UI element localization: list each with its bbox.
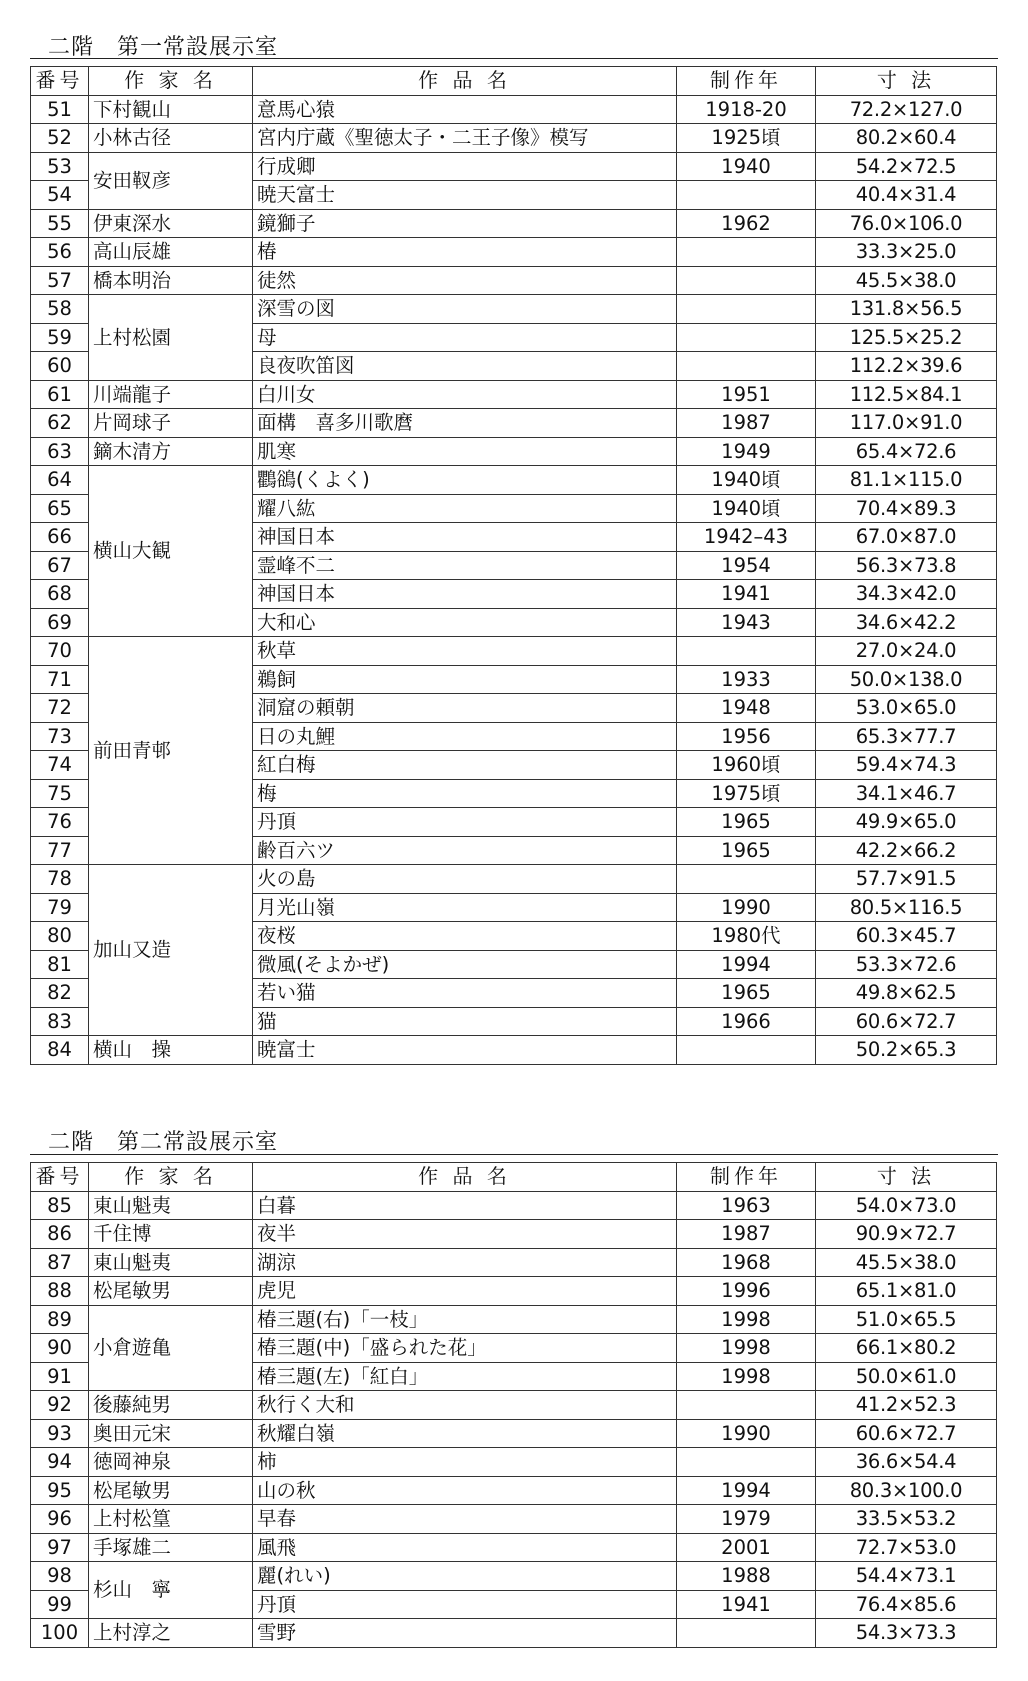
artist-name: 川端龍子: [89, 380, 253, 409]
table-row: [31, 1505, 997, 1534]
production-year: 1951: [677, 380, 816, 409]
entry-number: 60: [31, 352, 89, 381]
table-row: [31, 238, 997, 267]
table-row: [31, 380, 997, 409]
entry-number: 58: [31, 295, 89, 324]
work-title: 鵜飼: [253, 665, 677, 694]
production-year: 1965: [677, 836, 816, 865]
entry-number: 61: [31, 380, 89, 409]
production-year: [677, 323, 816, 352]
dimensions: 54.0×73.0: [816, 1191, 997, 1220]
table-row: [31, 466, 997, 495]
production-year: 1994: [677, 950, 816, 979]
entry-number: 67: [31, 551, 89, 580]
work-title: 神国日本: [253, 523, 677, 552]
work-title: 耀八紘: [253, 494, 677, 523]
production-year: 1954: [677, 551, 816, 580]
artist-name: 橋本明治: [89, 266, 253, 295]
entry-number: 98: [31, 1562, 89, 1591]
dimensions: 80.3×100.0: [816, 1476, 997, 1505]
work-title: 面構 喜多川歌麿: [253, 409, 677, 438]
dimensions: 80.5×116.5: [816, 893, 997, 922]
dimensions: 131.8×56.5: [816, 295, 997, 324]
entry-number: 78: [31, 865, 89, 894]
production-year: [677, 1619, 816, 1648]
artist-name: 高山辰雄: [89, 238, 253, 267]
work-title: 椿: [253, 238, 677, 267]
table-row: [31, 865, 997, 894]
header-work-title: 作 品 名: [253, 1163, 677, 1192]
production-year: 1960頃: [677, 751, 816, 780]
table-row: [31, 266, 997, 295]
artist-name: 徳岡神泉: [89, 1448, 253, 1477]
work-title: 母: [253, 323, 677, 352]
header-dimensions: 寸 法: [816, 1163, 997, 1192]
work-title: 微風(そよかぜ): [253, 950, 677, 979]
entry-number: 91: [31, 1362, 89, 1391]
work-title: 宮内庁蔵《聖徳太子・二王子像》模写: [253, 124, 677, 153]
header-number: 番号: [31, 1163, 89, 1192]
work-title: 行成卿: [253, 152, 677, 181]
entry-number: 85: [31, 1191, 89, 1220]
artist-name: 上村松篁: [89, 1505, 253, 1534]
artist-name: 片岡球子: [89, 409, 253, 438]
table-row: [31, 637, 997, 666]
entry-number: 65: [31, 494, 89, 523]
dimensions: 50.2×65.3: [816, 1036, 997, 1065]
dimensions: 49.8×62.5: [816, 979, 997, 1008]
production-year: 1940頃: [677, 494, 816, 523]
dimensions: 50.0×61.0: [816, 1362, 997, 1391]
work-title: 月光山嶺: [253, 893, 677, 922]
artist-name: 千住博: [89, 1220, 253, 1249]
work-title: 秋草: [253, 637, 677, 666]
dimensions: 72.7×53.0: [816, 1533, 997, 1562]
production-year: 2001: [677, 1533, 816, 1562]
artist-name: 小林古径: [89, 124, 253, 153]
entry-number: 79: [31, 893, 89, 922]
table-row: [31, 1391, 997, 1420]
work-title: 夜桜: [253, 922, 677, 951]
production-year: 1987: [677, 1220, 816, 1249]
work-title: 湖涼: [253, 1248, 677, 1277]
work-title: 徒然: [253, 266, 677, 295]
production-year: 1941: [677, 580, 816, 609]
production-year: 1925頃: [677, 124, 816, 153]
header-dimensions: 寸 法: [816, 67, 997, 96]
work-title: 椿三題(右)「一枝」: [253, 1305, 677, 1334]
entry-number: 62: [31, 409, 89, 438]
entry-number: 73: [31, 722, 89, 751]
production-year: 1956: [677, 722, 816, 751]
work-title: 丹頂: [253, 808, 677, 837]
production-year: [677, 238, 816, 267]
artist-name: 加山又造: [89, 865, 253, 1036]
entry-number: 90: [31, 1334, 89, 1363]
artist-name: 上村淳之: [89, 1619, 253, 1648]
entry-number: 83: [31, 1007, 89, 1036]
title-underline: [30, 58, 998, 59]
work-title: 鏡獅子: [253, 209, 677, 238]
table-row: [31, 1419, 997, 1448]
entry-number: 66: [31, 523, 89, 552]
entry-number: 97: [31, 1533, 89, 1562]
dimensions: 53.3×72.6: [816, 950, 997, 979]
work-title: 洞窟の頼朝: [253, 694, 677, 723]
artist-name: 奥田元宋: [89, 1419, 253, 1448]
dimensions: 65.1×81.0: [816, 1277, 997, 1306]
dimensions: 27.0×24.0: [816, 637, 997, 666]
artist-name: 伊東深水: [89, 209, 253, 238]
artist-name: 東山魁夷: [89, 1248, 253, 1277]
entry-number: 70: [31, 637, 89, 666]
entry-number: 53: [31, 152, 89, 181]
production-year: 1996: [677, 1277, 816, 1306]
production-year: [677, 295, 816, 324]
header-row: [31, 1163, 997, 1192]
artist-name: 安田靫彦: [89, 152, 253, 209]
work-title: 肌寒: [253, 437, 677, 466]
dimensions: 50.0×138.0: [816, 665, 997, 694]
production-year: 1998: [677, 1334, 816, 1363]
production-year: 1990: [677, 893, 816, 922]
table-row: [31, 124, 997, 153]
production-year: 1949: [677, 437, 816, 466]
dimensions: 33.3×25.0: [816, 238, 997, 267]
catalog-table-first-gallery: [30, 66, 997, 1065]
header-year: 制作年: [677, 1163, 816, 1192]
entry-number: 54: [31, 181, 89, 210]
dimensions: 112.2×39.6: [816, 352, 997, 381]
entry-number: 92: [31, 1391, 89, 1420]
work-title: 暁天富士: [253, 181, 677, 210]
entry-number: 80: [31, 922, 89, 951]
production-year: 1963: [677, 1191, 816, 1220]
work-title: 齢百六ツ: [253, 836, 677, 865]
artist-name: 横山大観: [89, 466, 253, 637]
production-year: [677, 1036, 816, 1065]
table-row: [31, 1277, 997, 1306]
entry-number: 71: [31, 665, 89, 694]
work-title: 神国日本: [253, 580, 677, 609]
production-year: 1994: [677, 1476, 816, 1505]
work-title: 霊峰不二: [253, 551, 677, 580]
entry-number: 63: [31, 437, 89, 466]
dimensions: 54.3×73.3: [816, 1619, 997, 1648]
artist-name: 東山魁夷: [89, 1191, 253, 1220]
dimensions: 59.4×74.3: [816, 751, 997, 780]
production-year: 1975頃: [677, 779, 816, 808]
table-row: [31, 1448, 997, 1477]
artist-name: 松尾敏男: [89, 1476, 253, 1505]
entry-number: 93: [31, 1419, 89, 1448]
work-title: 夜半: [253, 1220, 677, 1249]
catalog-table-second-gallery: [30, 1162, 997, 1648]
dimensions: 57.7×91.5: [816, 865, 997, 894]
header-year: 制作年: [677, 67, 816, 96]
table-row: [31, 209, 997, 238]
entry-number: 52: [31, 124, 89, 153]
header-work-title: 作 品 名: [253, 67, 677, 96]
dimensions: 54.2×72.5: [816, 152, 997, 181]
dimensions: 45.5×38.0: [816, 266, 997, 295]
production-year: 1966: [677, 1007, 816, 1036]
production-year: [677, 181, 816, 210]
dimensions: 76.4×85.6: [816, 1590, 997, 1619]
entry-number: 81: [31, 950, 89, 979]
production-year: 1942–43: [677, 523, 816, 552]
work-title: 意馬心猿: [253, 95, 677, 124]
production-year: 1941: [677, 1590, 816, 1619]
dimensions: 41.2×52.3: [816, 1391, 997, 1420]
table-row: [31, 1533, 997, 1562]
header-row: [31, 67, 997, 96]
work-title: 秋耀白嶺: [253, 1419, 677, 1448]
dimensions: 81.1×115.0: [816, 466, 997, 495]
dimensions: 125.5×25.2: [816, 323, 997, 352]
production-year: 1998: [677, 1362, 816, 1391]
production-year: 1988: [677, 1562, 816, 1591]
work-title: 山の秋: [253, 1476, 677, 1505]
dimensions: 49.9×65.0: [816, 808, 997, 837]
artist-name: 横山 操: [89, 1036, 253, 1065]
production-year: 1968: [677, 1248, 816, 1277]
production-year: 1980代: [677, 922, 816, 951]
dimensions: 51.0×65.5: [816, 1305, 997, 1334]
section-title-first-gallery: 二階 第一常設展示室: [48, 35, 279, 60]
artist-name: 前田青邨: [89, 637, 253, 865]
work-title: 鸜鵒(くよく): [253, 466, 677, 495]
entry-number: 88: [31, 1277, 89, 1306]
work-title: 火の島: [253, 865, 677, 894]
dimensions: 72.2×127.0: [816, 95, 997, 124]
dimensions: 112.5×84.1: [816, 380, 997, 409]
work-title: 風飛: [253, 1533, 677, 1562]
entry-number: 96: [31, 1505, 89, 1534]
dimensions: 34.1×46.7: [816, 779, 997, 808]
entry-number: 100: [31, 1619, 89, 1648]
entry-number: 75: [31, 779, 89, 808]
dimensions: 70.4×89.3: [816, 494, 997, 523]
table-row: [31, 1248, 997, 1277]
work-title: 良夜吹笛図: [253, 352, 677, 381]
entry-number: 99: [31, 1590, 89, 1619]
production-year: 1948: [677, 694, 816, 723]
work-title: 早春: [253, 1505, 677, 1534]
entry-number: 84: [31, 1036, 89, 1065]
entry-number: 82: [31, 979, 89, 1008]
entry-number: 76: [31, 808, 89, 837]
entry-number: 86: [31, 1220, 89, 1249]
production-year: [677, 1448, 816, 1477]
dimensions: 66.1×80.2: [816, 1334, 997, 1363]
dimensions: 34.6×42.2: [816, 608, 997, 637]
dimensions: 117.0×91.0: [816, 409, 997, 438]
dimensions: 67.0×87.0: [816, 523, 997, 552]
production-year: [677, 266, 816, 295]
work-title: 柿: [253, 1448, 677, 1477]
table-row: [31, 409, 997, 438]
table-row: [31, 1191, 997, 1220]
work-title: 白川女: [253, 380, 677, 409]
production-year: 1962: [677, 209, 816, 238]
entry-number: 72: [31, 694, 89, 723]
work-title: 白暮: [253, 1191, 677, 1220]
dimensions: 60.6×72.7: [816, 1007, 997, 1036]
production-year: 1943: [677, 608, 816, 637]
dimensions: 36.6×54.4: [816, 1448, 997, 1477]
entry-number: 51: [31, 95, 89, 124]
work-title: 深雪の図: [253, 295, 677, 324]
dimensions: 34.3×42.0: [816, 580, 997, 609]
dimensions: 90.9×72.7: [816, 1220, 997, 1249]
dimensions: 42.2×66.2: [816, 836, 997, 865]
production-year: 1990: [677, 1419, 816, 1448]
entry-number: 89: [31, 1305, 89, 1334]
header-artist: 作 家 名: [89, 1163, 253, 1192]
work-title: 梅: [253, 779, 677, 808]
work-title: 麗(れい): [253, 1562, 677, 1591]
dimensions: 65.3×77.7: [816, 722, 997, 751]
production-year: 1965: [677, 808, 816, 837]
entry-number: 77: [31, 836, 89, 865]
entry-number: 57: [31, 266, 89, 295]
entry-number: 95: [31, 1476, 89, 1505]
table-row: [31, 152, 997, 181]
table-row: [31, 1619, 997, 1648]
entry-number: 55: [31, 209, 89, 238]
header-number: 番号: [31, 67, 89, 96]
table-row: [31, 1305, 997, 1334]
entry-number: 74: [31, 751, 89, 780]
dimensions: 40.4×31.4: [816, 181, 997, 210]
artist-name: 下村観山: [89, 95, 253, 124]
entry-number: 64: [31, 466, 89, 495]
work-title: 若い猫: [253, 979, 677, 1008]
artist-name: 松尾敏男: [89, 1277, 253, 1306]
work-title: 暁富士: [253, 1036, 677, 1065]
production-year: [677, 637, 816, 666]
work-title: 秋行く大和: [253, 1391, 677, 1420]
table-row: [31, 437, 997, 466]
dimensions: 45.5×38.0: [816, 1248, 997, 1277]
table-row: [31, 1562, 997, 1591]
work-title: 雪野: [253, 1619, 677, 1648]
dimensions: 80.2×60.4: [816, 124, 997, 153]
work-title: 日の丸鯉: [253, 722, 677, 751]
production-year: 1940頃: [677, 466, 816, 495]
table-row: [31, 1220, 997, 1249]
work-title: 椿三題(左)「紅白」: [253, 1362, 677, 1391]
work-title: 猫: [253, 1007, 677, 1036]
dimensions: 65.4×72.6: [816, 437, 997, 466]
dimensions: 54.4×73.1: [816, 1562, 997, 1591]
production-year: 1933: [677, 665, 816, 694]
production-year: 1979: [677, 1505, 816, 1534]
dimensions: 53.0×65.0: [816, 694, 997, 723]
artist-name: 杉山 寧: [89, 1562, 253, 1619]
production-year: 1998: [677, 1305, 816, 1334]
production-year: 1940: [677, 152, 816, 181]
entry-number: 69: [31, 608, 89, 637]
section-title-second-gallery: 二階 第二常設展示室: [48, 1130, 279, 1155]
header-artist: 作 家 名: [89, 67, 253, 96]
dimensions: 60.6×72.7: [816, 1419, 997, 1448]
entry-number: 68: [31, 580, 89, 609]
production-year: 1987: [677, 409, 816, 438]
work-title: 椿三題(中)「盛られた花」: [253, 1334, 677, 1363]
dimensions: 76.0×106.0: [816, 209, 997, 238]
artist-name: 上村松園: [89, 295, 253, 381]
table-row: [31, 1036, 997, 1065]
title-underline: [30, 1154, 998, 1155]
entry-number: 87: [31, 1248, 89, 1277]
artist-name: 後藤純男: [89, 1391, 253, 1420]
work-title: 虎児: [253, 1277, 677, 1306]
dimensions: 56.3×73.8: [816, 551, 997, 580]
artist-name: 小倉遊亀: [89, 1305, 253, 1391]
production-year: [677, 865, 816, 894]
artist-name: 手塚雄二: [89, 1533, 253, 1562]
entry-number: 59: [31, 323, 89, 352]
entry-number: 94: [31, 1448, 89, 1477]
work-title: 丹頂: [253, 1590, 677, 1619]
production-year: [677, 352, 816, 381]
dimensions: 60.3×45.7: [816, 922, 997, 951]
work-title: 大和心: [253, 608, 677, 637]
entry-number: 56: [31, 238, 89, 267]
production-year: 1918-20: [677, 95, 816, 124]
artist-name: 鏑木清方: [89, 437, 253, 466]
table-row: [31, 1476, 997, 1505]
work-title: 紅白梅: [253, 751, 677, 780]
table-row: [31, 95, 997, 124]
dimensions: 33.5×53.2: [816, 1505, 997, 1534]
table-row: [31, 295, 997, 324]
production-year: 1965: [677, 979, 816, 1008]
production-year: [677, 1391, 816, 1420]
